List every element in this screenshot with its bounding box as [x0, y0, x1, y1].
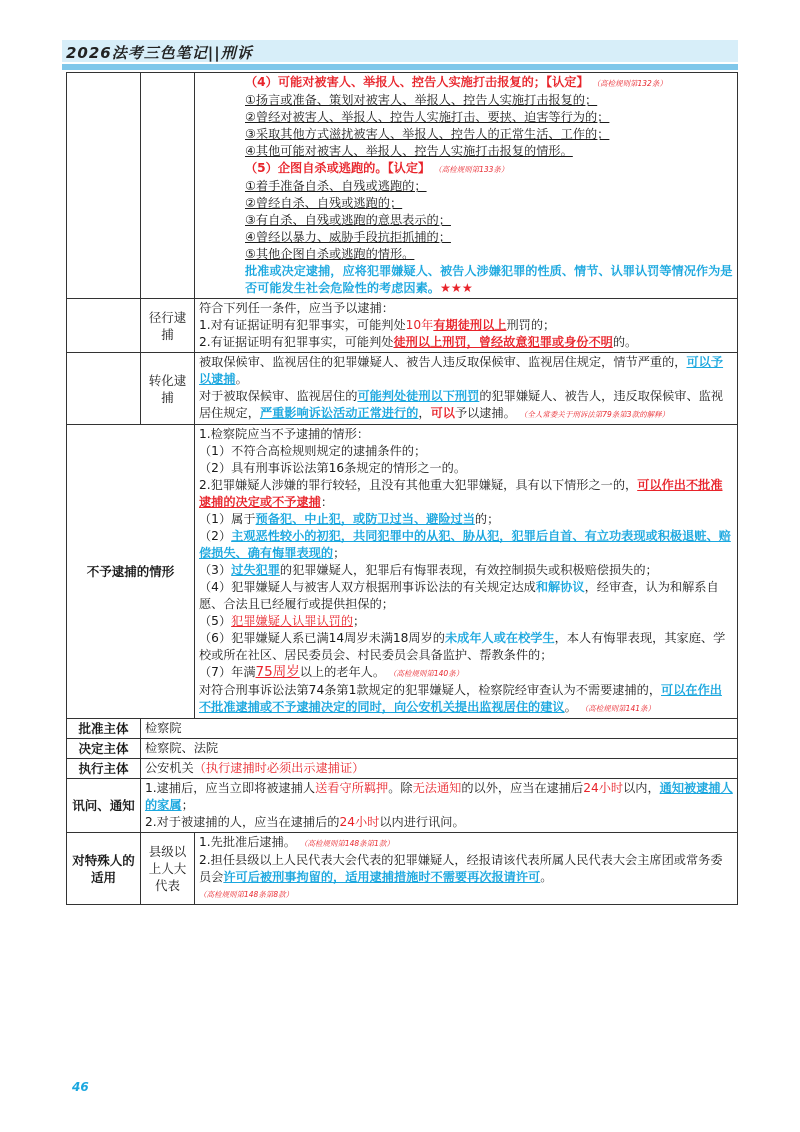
- item4-ref: （高检规则第132条）: [592, 79, 667, 88]
- arrest-table: [66, 72, 738, 905]
- special-l2-b: 许可后被刑事拘留的，适用逮捕措施时不需要再次报请许可: [223, 870, 541, 884]
- convert-p1-b: 可以予以逮捕: [199, 355, 724, 386]
- convert-p1-a: 被取保候审、监视居住的犯罪嫌疑人、被告人违反取保候审、监视居住规定，情节严重的，: [199, 355, 687, 369]
- notify-l1-e: 的以外，应当在逮捕后: [461, 781, 584, 795]
- convert-p2-g: 予以逮捕。: [454, 406, 516, 420]
- convert-p1-c: 。: [235, 372, 248, 386]
- direct-c2-b: 徒刑以上刑罚，曾经故意犯罪或身份不明: [393, 335, 613, 349]
- approve-label: 批准主体: [67, 719, 141, 739]
- approve-value: 检察院: [141, 719, 738, 739]
- notify-l1-f: 24小时: [583, 781, 624, 795]
- direct-c2-a: 2.有证据证明有犯罪事实，可能判处: [199, 335, 394, 349]
- item4-list-2: ③采取其他方式滋扰被害人、举报人、控告人的正常生活、工作的；: [245, 127, 610, 141]
- row-notify: [67, 779, 738, 833]
- notify-l1-g: 以内，: [623, 781, 660, 795]
- special-sub-label: 县级以上人大代表: [141, 833, 195, 905]
- page-number: 46: [72, 1080, 89, 1094]
- non-arrest-l4-a: 2.犯罪嫌疑人涉嫌的罪行较轻，且没有其他重大犯罪嫌疑，具有以下情形之一的，: [199, 478, 638, 492]
- convert-p2-d: 严重影响诉讼活动正常进行的: [259, 406, 419, 420]
- row-direct-arrest: [67, 299, 738, 353]
- item5-list-4: ⑤其他企图自杀或逃跑的情形。: [245, 247, 415, 261]
- execute-value-a: 公安机关: [145, 761, 194, 775]
- special-l2-a: 2.担任县级以上人民代表大会代表的犯罪嫌疑人，经报请该代表所属人民代表大会主席团或常务委员会: [199, 853, 723, 884]
- item5-title: （5）企图自杀或逃跑的。【认定】: [245, 161, 431, 175]
- convert-p2-e: ，: [418, 406, 431, 420]
- notify-l1-i: ；: [181, 798, 194, 812]
- notify-content: [141, 779, 738, 833]
- non-arrest-i4-a: （4）犯罪嫌疑人与被害人双方根据刑事诉讼法的有关规定达成: [199, 580, 536, 594]
- row-decide: [67, 739, 738, 759]
- direct-c1-a: 1.对有证据证明有犯罪事实，可能判处: [199, 318, 406, 332]
- item5-list-2: ③有自杀、自残或逃跑的意思表示的；: [245, 213, 451, 227]
- notify-l1-b: 送看守所羁押: [315, 781, 389, 795]
- non-arrest-i3-a: （3）: [199, 563, 232, 577]
- item4-title: （4）可能对被害人、举报人、控告人实施打击报复的；【认定】: [245, 75, 589, 89]
- non-arrest-l3: （2）具有刑事诉讼法第16条规定的情形之一的。: [199, 461, 467, 475]
- non-arrest-label: 不予逮捕的情形: [67, 425, 195, 719]
- direct-c1-c: 有期徒刑以上: [433, 318, 507, 332]
- star-rating: ★★★: [440, 281, 473, 295]
- notify-l2-c: 以内进行讯问。: [379, 815, 465, 829]
- empty-key-cell: [67, 353, 141, 425]
- decide-value: 检察院、法院: [141, 739, 738, 759]
- row-execute: [67, 759, 738, 779]
- empty-key-cell: [67, 73, 141, 299]
- execute-value: [141, 759, 738, 779]
- convert-p2-c: 的犯罪嫌疑人、被告人，违反取保候审、监视居住规定，: [199, 389, 724, 420]
- non-arrest-l4-c: ：: [320, 495, 334, 509]
- direct-c1-d: 刑罚的；: [506, 318, 556, 332]
- non-arrest-l1: 1.检察院应当不予逮捕的情形：: [199, 427, 370, 441]
- direct-intro: 符合下列任一条件，应当予以逮捕：: [199, 301, 394, 315]
- decide-label: 决定主体: [67, 739, 141, 759]
- notify-l1-h: 通知被逮捕人的家属: [145, 781, 733, 812]
- header-divider: [62, 64, 738, 70]
- non-arrest-i1-a: （1）属于: [199, 512, 256, 526]
- social-danger-content: [195, 73, 738, 299]
- notify-l2-b: 24小时: [339, 815, 380, 829]
- non-arrest-i4-c: ，经审查，认为和解系自愿、合法且已经履行或提供担保的；: [199, 580, 719, 611]
- convert-p2-f: 可以: [430, 406, 455, 420]
- non-arrest-i3-c: 的犯罪嫌疑人，犯罪后有悔罪表现，有效控制损失或积极赔偿损失的；: [279, 563, 658, 577]
- non-arrest-i7-a: （7）年满: [199, 665, 256, 679]
- non-arrest-i2-c: ；: [333, 546, 346, 560]
- empty-key-cell: [67, 299, 141, 353]
- notify-l2-a: 2.对于被逮捕的人，应当在逮捕后的: [145, 815, 340, 829]
- convert-arrest-content: [195, 353, 738, 425]
- special-l1-ref: （高检规则第148条第1款）: [299, 839, 394, 848]
- non-arrest-i4-b: 和解协议: [535, 580, 585, 594]
- non-arrest-i1-c: 的；: [474, 512, 500, 526]
- non-arrest-i5-b: 犯罪嫌疑人认罪认罚的: [231, 614, 354, 628]
- non-arrest-l2: （1）不符合高检规则规定的逮捕条件的；: [199, 444, 427, 458]
- row-social-danger: [67, 73, 738, 299]
- item5-list-1: ②曾经自杀、自残或逃跑的；: [245, 196, 403, 210]
- item5-list-0: ①着手准备自杀、自残或逃跑的；: [245, 179, 427, 193]
- non-arrest-i7-c: 以上的老年人。: [299, 665, 386, 679]
- non-arrest-i6-b: 未成年人或在校学生: [444, 631, 555, 645]
- special-content: [195, 833, 738, 905]
- non-arrest-i2-a: （2）: [199, 529, 232, 543]
- direct-arrest-label: 径行逮捕: [141, 299, 195, 353]
- non-arrest-i6-c: ，本人有悔罪表现，其家庭、学校或所在社区、居民委员会、村民委员会具备监护、帮教条件的；: [199, 631, 726, 662]
- special-l2-ref: （高检规则第148条第8款）: [199, 890, 294, 899]
- convert-p2-a: 对于被取保候审、监视居住的: [199, 389, 358, 403]
- non-arrest-i1-b: 预备犯、中止犯，或防卫过当、避险过当: [255, 512, 475, 526]
- row-non-arrest: [67, 425, 738, 719]
- non-arrest-i5-a: （5）: [199, 614, 232, 628]
- special-l1: 1.先批准后逮捕。: [199, 835, 296, 849]
- page-header: [62, 40, 738, 62]
- non-arrest-last-c: 。: [564, 700, 577, 714]
- convert-p2-b: 可能判处徒刑以下刑罚: [357, 389, 480, 403]
- non-arrest-i5-c: ；: [353, 614, 366, 628]
- notify-l1-c: 。除: [388, 781, 413, 795]
- item4-list-1: ②曾经对被害人、举报人、控告人实施打击、要挟、迫害等行为的；: [245, 110, 610, 124]
- convert-ref: （全人常委关于刑诉法第79条第3款的解释）: [519, 410, 670, 419]
- direct-arrest-content: [195, 299, 738, 353]
- special-label: 对特殊人的适用: [67, 833, 141, 905]
- row-special: [67, 833, 738, 905]
- special-l2-c: 。: [540, 870, 553, 884]
- non-arrest-i3-b: 过失犯罪: [231, 563, 280, 577]
- execute-label: 执行主体: [67, 759, 141, 779]
- non-arrest-last-a: 对符合刑事诉讼法第74条第1款规定的犯罪嫌疑人，检察院经审查认为不需要逮捕的，: [199, 683, 662, 697]
- non-arrest-content: [195, 425, 738, 719]
- row-approve: [67, 719, 738, 739]
- non-arrest-l4-b: 可以作出不批准逮捕的决定或不予逮捕: [199, 478, 723, 509]
- non-arrest-last-ref: （高检规则第141条）: [580, 704, 656, 713]
- notify-l1-a: 1.逮捕后，应当立即将被逮捕人: [145, 781, 316, 795]
- non-arrest-i2-b: 主观恶性较小的初犯，共同犯罪中的从犯、胁从犯，犯罪后自首、有立功表现或积极退赃、赔偿损失、确有悔罪表现的: [199, 529, 731, 560]
- non-arrest-i6-a: （6）犯罪嫌疑人系已满14周岁未满18周岁的: [199, 631, 445, 645]
- execute-value-b: （执行逮捕时必须出示逮捕证）: [193, 761, 365, 775]
- header-title: 2026法考三色笔记||刑诉: [66, 44, 253, 62]
- empty-subkey-cell: [141, 73, 195, 299]
- social-danger-note: 批准或决定逮捕，应将犯罪嫌疑人、被告人涉嫌犯罪的性质、情节、认罪认罚等情况作为是否可能发生社会危险性的考虑因素。: [245, 264, 733, 295]
- item5-ref: （高检规则第133条）: [434, 165, 509, 174]
- notify-label: 讯问、通知: [67, 779, 141, 833]
- convert-arrest-label: 转化逮捕: [141, 353, 195, 425]
- item4-list-0: ①扬言或准备、策划对被害人、举报人、控告人实施打击报复的；: [245, 93, 598, 107]
- direct-c1-b: 10年: [405, 318, 434, 332]
- direct-c2-c: 的。: [612, 335, 638, 349]
- non-arrest-last-b: 可以在作出不批准逮捕或不予逮捕决定的同时，向公安机关提出监视居住的建议: [199, 683, 722, 714]
- notify-l1-d: 无法通知: [412, 781, 462, 795]
- item5-list-3: ④曾经以暴力、威胁手段抗拒抓捕的；: [245, 230, 451, 244]
- non-arrest-i7-b: 75周岁: [255, 664, 300, 680]
- non-arrest-i7-ref: （高检规则第140条）: [388, 669, 464, 678]
- item4-list-3: ④其他可能对被害人、举报人、控告人实施打击报复的情形。: [245, 144, 573, 158]
- row-convert-arrest: [67, 353, 738, 425]
